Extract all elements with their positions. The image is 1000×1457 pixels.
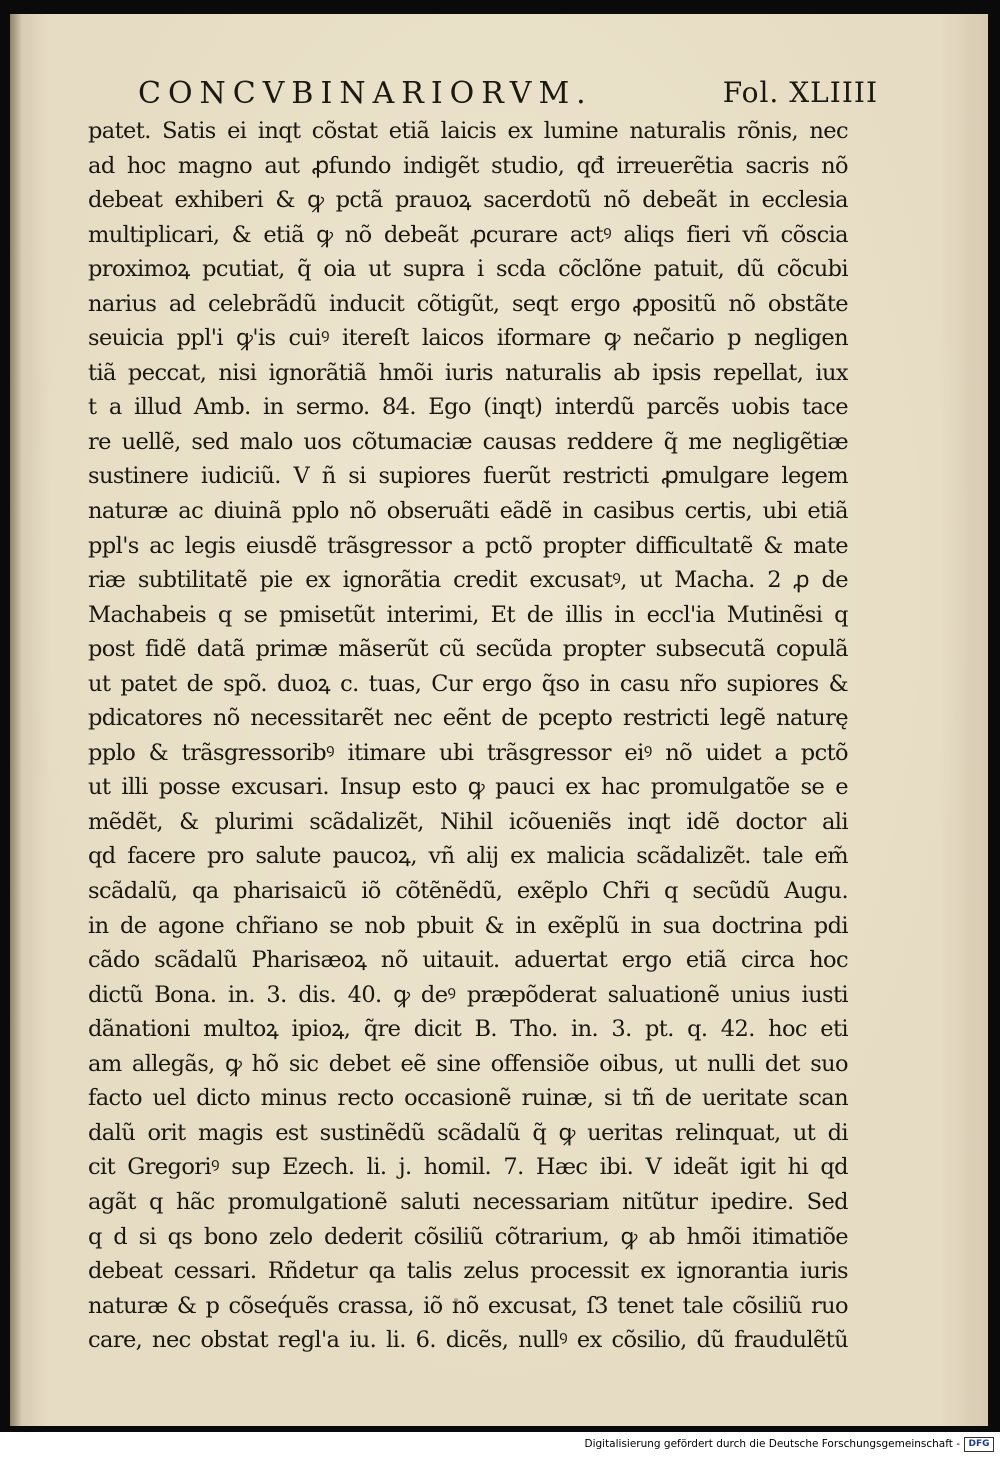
folio-number: Fol. XLIIII [722,76,878,109]
text-line: pdicatores nõ necessitarẽt nec eẽnt de pcepto restricti legẽ naturę [88,705,848,732]
text-line: q d si qs bono zelo dederit cõsiliũ cõtrarium, ꝙ ab hmõi itimatiõe [88,1223,848,1250]
text-line: Machabeis q se pmisetũt interimi, Et de illis in eccl'ia Mutinẽsi q [88,601,848,628]
text-line: ut patet de spõ. duoꝝ c. tuas, Cur ergo q̃so in casu nr̃o supiores & [88,670,848,697]
text-line: multiplicari, & etiã ꝙ nõ debeãt ꝓcurare actꝰ aliqs fieri vñ cõscia [88,221,848,248]
text-line: debeat exhiberi & ꝙ pctã prauoꝝ sacerdotũ nõ debeãt in ecclesia [88,187,848,214]
text-line: cãdo scãdalũ Pharisæoꝝ nõ uitauit. aduertat ergo etiã circa hoc [88,947,848,974]
text-line: qd facere pro salute paucoꝝ, vñ alij ex malicia scãdalizẽt. tale em̃ [88,843,848,870]
text-line: ad hoc magno aut ꝓfundo indigẽt studio, qđ irreuerẽtia sacris nõ [88,152,848,179]
running-head [138,72,878,116]
text-line: post fidẽ datã primæ mãserũt cũ secũda propter subsecutã copulã [88,636,848,663]
text-line: tiã peccat, nisi ignorãtiã hmõi iuris naturalis ab ipsis repellat, iux [88,359,848,386]
ink-speck [454,1298,458,1302]
text-line: sustinere iudiciũ. V ñ si supiores fuerũt restricti ꝓmulgare legem [88,463,848,490]
text-line: narius ad celebrãdũ inducit cõtigũt, seqt ergo ꝓpositũ nõ obstãte [88,290,848,317]
text-line: seuicia ppl'i ꝙ'is cuiꝰ itereſt laicos iformare ꝙ nec̃ario p negligen [88,325,848,352]
book-page [10,14,988,1426]
text-line: dãnationi multoꝝ ipioꝝ, q̃re dicit B. Tho. in. 3. pt. q. 42. hoc eti [88,1016,848,1043]
text-line: riæ subtilitatẽ pie ex ignorãtia credit excusatꝰ, ut Macha. 2 ꝓ de [88,567,848,594]
footer-bar [0,1432,1000,1457]
text-line: care, nec obstat regl'a iu. li. 6. dicẽs, nullꝰ ex cõsilio, dũ fraudulẽtũ [88,1327,848,1354]
text-line: scãdalũ, qa pharisaicũ iõ cõtẽnẽdũ, exẽplo Chr̃i q secũdũ Augu. [88,878,848,905]
funding-credit: Digitalisierung gefördert durch die Deutsche Forschungsgemeinschaft - [584,1438,960,1450]
text-line: in de agone chr̃iano se nob pbuit & in exẽplũ in sua doctrina pdi [88,912,848,939]
body-text [88,114,848,1358]
text-line: naturæ ac diuinã pplo nõ obseruãti eãdẽ in casibus certis, ubi etiã [88,498,848,525]
running-head-title: CONCVBINARIORVM. [138,76,593,111]
text-line: patet. Satis ei inqt cõstat etiã laicis ex lumine naturalis rõnis, nec [88,118,848,144]
text-line: pplo & trãsgressoribꝰ itimare ubi trãsgressor eiꝰ nõ uidet a pctõ [88,739,848,766]
text-line: ut illi posse excusari. Insup esto ꝙ pauci ex hac promulgatõe se e [88,774,848,801]
text-line: mẽdẽt, & plurimi scãdalizẽt, Nihil icõueniẽs inqt idẽ doctor ali [88,808,848,835]
text-line: re uellẽ, sed malo uos cõtumaciæ causas reddere q̃ me negligẽtiæ [88,428,848,455]
text-line: agãt q hãc promulgationẽ saluti necessariam nitũtur ipedire. Sed [88,1188,848,1215]
dfg-logo: DFG [964,1437,994,1452]
text-line: t a illud Amb. in sermo. 84. Ego (inqt) interdũ parcẽs uobis tace [88,394,848,421]
text-line: facto uel dicto minus recto occasionẽ ruinæ, si tñ de ueritate scan [88,1085,848,1112]
page-gutter-shadow [10,14,22,1426]
text-line: dalũ orit magis est sustinẽdũ scãdalũ q̃ ꝙ ueritas relinquat, ut di [88,1119,848,1146]
text-line: am allegãs, ꝙ hõ sic debet eẽ sine offensiõe oibus, ut nulli det suo [88,1050,848,1077]
text-line: debeat cessari. Rñdetur qa talis zelus processit ex ignorantia iuris [88,1258,848,1285]
text-line: dictũ Bona. in. 3. dis. 40. ꝙ deꝰ præpõderat saluationẽ unius iusti [88,981,848,1008]
text-line: ppl's ac legis eiusdẽ trãsgressor a pctõ propter difficultatẽ & mate [88,532,848,559]
text-line: naturæ & p cõseq́uẽs crassa, iõ nõ excusat, ſ3 tenet tale cõsiliũ ruo [88,1292,848,1319]
text-line: proximoꝝ pcutiat, q̃ oia ut supra i scda cõclõne patuit, dũ cõcubi [88,256,848,283]
text-line: cit Gregoriꝰ sup Ezech. li. j. homil. 7. Hæc ibi. V ideãt igit hi qd [88,1154,848,1181]
